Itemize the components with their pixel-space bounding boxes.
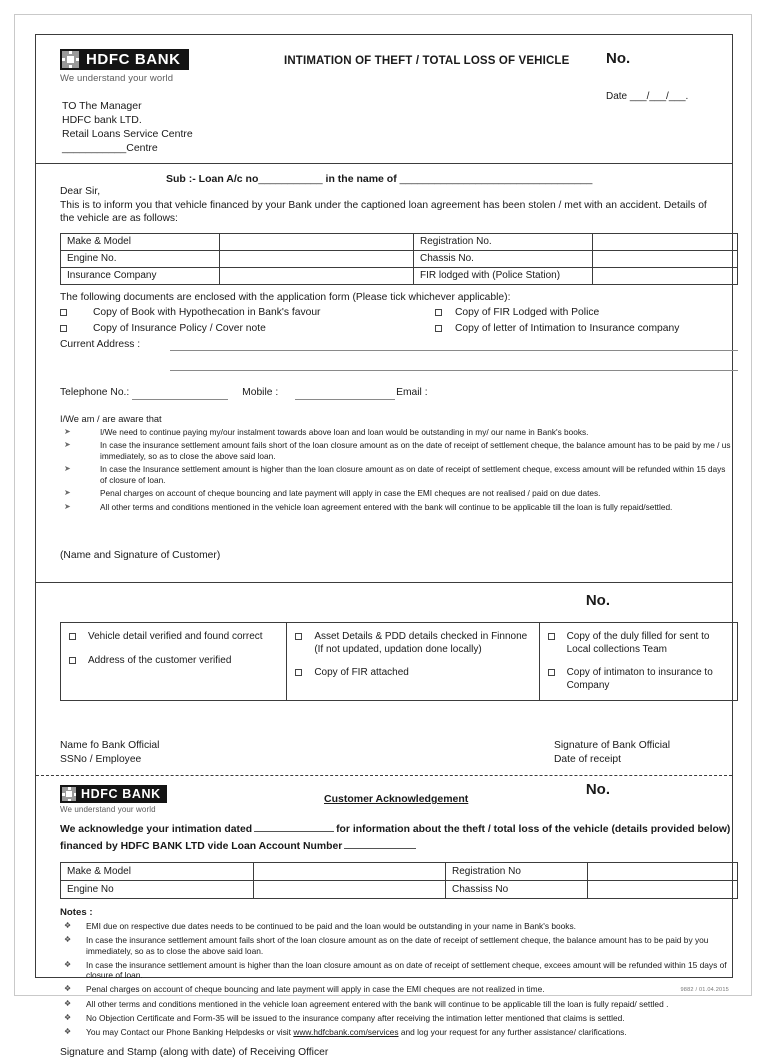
hdfc-square-icon [62, 51, 79, 68]
header-no-label: No. [606, 50, 631, 67]
subject-mid-label: in the name of [325, 173, 397, 185]
cell-value-make-model[interactable] [220, 233, 414, 250]
section-divider-dashed [36, 775, 732, 776]
cell-value-engine-no[interactable] [220, 250, 414, 267]
checkbox-icon[interactable] [60, 309, 67, 316]
subject-account-blank[interactable]: ___________ [258, 173, 323, 185]
bank-official-signature-label: Signature of Bank Official [554, 740, 671, 751]
diamond-bullet-icon: ❖ [64, 984, 72, 994]
list-item [60, 440, 738, 461]
cell-label-registration-no: Registration No. [414, 233, 593, 250]
mobile-label: Mobile : [242, 386, 279, 398]
note-text: Penal charges on account of cheque bouncing and late payment will apply in case the EMI cheques are not realized in time. [86, 984, 545, 995]
documents-title: The following documents are enclosed with the application form (Please tick whichever applicable): [60, 291, 511, 303]
brand-tagline: We understand your world [60, 73, 174, 84]
section-intimation [36, 164, 732, 561]
checkbox-icon[interactable] [435, 325, 442, 332]
checkbox-icon[interactable] [295, 633, 302, 640]
arrow-bullet-icon: ➤ [64, 426, 71, 436]
subject-line [36, 164, 732, 185]
brand-tagline: We understand your world [60, 805, 156, 815]
ack-text-part2: for information about the theft / total loss of the vehicle (details provided below) financed by HDFC BANK LTD vide Loan Account Number [60, 824, 731, 852]
arrow-bullet-icon: ➤ [64, 464, 71, 473]
cell-value-insurance-company[interactable] [220, 267, 414, 284]
section3-no-label: No. [585, 781, 610, 798]
checkbox-icon[interactable] [548, 633, 555, 640]
diamond-bullet-icon: ❖ [64, 1026, 72, 1036]
ack-text-part1: We acknowledge your intimation dated [60, 824, 253, 835]
note-contact-text [86, 1027, 740, 1038]
checkbox-icon[interactable] [435, 309, 442, 316]
addressee-block [62, 99, 193, 155]
verification-column-2 [287, 623, 539, 700]
table-row [61, 267, 738, 284]
note-contact-pre: You may Contact our Phone Banking Helpdesks or visit [86, 1026, 294, 1037]
aware-point-text: In case the insurance settlement amount fails short of the loan closure amount as on the date of receipt of settlement cheque, the balance amount has to be paid by me / us immediately, so as to close the above said loan. [100, 440, 731, 461]
cell-value-engine-no[interactable] [254, 881, 446, 899]
checkbox-label: Copy of letter of Intimation to Insurance company [455, 322, 680, 334]
note-text: In case the insurance settlement amount fails short of the loan closure amount as on the date of receipt of settlement cheque, the balance amount has to be paid by you immediately, so as to close the above said loan. [86, 935, 709, 956]
checkbox-icon[interactable] [548, 669, 555, 676]
form-header [36, 35, 732, 164]
checkbox-icon[interactable] [69, 633, 76, 640]
salutation: Dear Sir, [60, 186, 101, 197]
acknowledgement-paragraph [60, 821, 740, 855]
note-text: All other terms and conditions mentioned in the vehicle loan agreement entered with the bank will continue to be applicable till the loan is fully repaid/ settled . [86, 998, 669, 1009]
hdfc-logo-acknowledgement [60, 785, 167, 814]
addressee-line-1: TO The Manager [62, 100, 142, 112]
bank-official-signature-block [554, 739, 670, 767]
notes-title: Notes : [60, 907, 93, 918]
list-item [60, 427, 738, 438]
cell-label-registration-no: Registration No [446, 863, 588, 881]
checkbox-item-letter-intimation[interactable] [435, 323, 735, 334]
list-item [60, 960, 740, 981]
list-item-contact [60, 1027, 740, 1038]
diamond-bullet-icon: ❖ [64, 935, 72, 945]
ack-loan-account-blank[interactable] [344, 848, 416, 849]
mobile-input-rule[interactable] [295, 399, 395, 400]
cell-value-make-model[interactable] [254, 863, 446, 881]
verification-column-3 [540, 623, 737, 700]
addressee-centre-field[interactable]: ___________Centre [62, 142, 158, 154]
checkbox-item-copy-intimation-insurance[interactable] [548, 667, 731, 692]
cell-value-chassis-no[interactable] [593, 250, 738, 267]
hdfc-square-icon [62, 787, 76, 801]
checkbox-label: Vehicle detail verified and found correct [88, 631, 263, 642]
note-text: EMI due on respective due dates needs to be continued to be paid and the loan would be outstanding in your name in Bank's books. [86, 921, 577, 931]
checkbox-label: Asset Details & PDD details checked in Finnone (If not updated, updation done locally) [314, 631, 528, 655]
aware-point-text: All other terms and conditions mentioned in the vehicle loan agreement entered with the bank will continue to be applicable till the loan is fully repaid/settled. [100, 501, 673, 512]
page-outer-border [14, 14, 752, 1058]
checkbox-icon[interactable] [295, 669, 302, 676]
aware-title: I/We am / are aware that [60, 413, 162, 424]
arrow-bullet-icon: ➤ [64, 501, 71, 511]
diamond-bullet-icon: ❖ [64, 959, 72, 969]
telephone-input-rule[interactable] [132, 399, 228, 400]
verification-column-1 [61, 623, 287, 700]
cell-label-insurance-company: Insurance Company [61, 267, 220, 284]
list-item [60, 488, 738, 499]
list-item [60, 502, 738, 513]
checkbox-label: Copy of Insurance Policy / Cover note [93, 322, 266, 334]
aware-point-text: In case the Insurance settlement amount is higher than the loan closure amount as on date of receipt of settlement cheque, excess amount will be refunded within 15 days of closure of loan. [100, 464, 726, 485]
addressee-line-3: Retail Loans Service Centre [62, 128, 193, 140]
cell-label-chassis-no: Chassis No. [414, 250, 593, 267]
addressee-line-2: HDFC bank LTD. [62, 114, 142, 126]
list-item [60, 999, 740, 1010]
checkbox-item-copy-duly-filled-collections[interactable] [548, 631, 731, 656]
current-address-label: Current Address : [60, 338, 141, 350]
contact-row [60, 387, 738, 398]
list-item [60, 464, 738, 485]
table-row [61, 233, 738, 250]
cell-label-make-model: Make & Model [61, 863, 254, 881]
arrow-bullet-icon: ➤ [64, 488, 71, 497]
checkbox-item-fir-police[interactable] [435, 307, 735, 318]
bank-official-name-label: Name fo Bank Official [60, 740, 160, 751]
form-code-footer: 9882 / 01.04.2015 [680, 987, 729, 993]
diamond-bullet-icon: ❖ [64, 921, 72, 930]
current-address-field[interactable] [60, 339, 738, 373]
checkbox-icon[interactable] [60, 325, 67, 332]
checkbox-label: Copy of intimaton to insurance to Company [566, 667, 713, 691]
list-item [60, 984, 740, 995]
checkbox-row [60, 323, 738, 334]
receiving-officer-label: Signature and Stamp (along with date) of Receiving Officer [60, 1047, 329, 1058]
notes-list [60, 921, 740, 1041]
current-address-rule-1[interactable] [170, 350, 738, 351]
checkbox-item-vehicle-detail-verified[interactable] [69, 631, 280, 644]
hdfcbank-services-link[interactable]: www.hdfcbank.com/services [293, 1026, 399, 1037]
acknowledgement-title: Customer Acknowledgement [324, 793, 469, 805]
cell-label-chassiss-no: Chassiss No [446, 881, 588, 899]
cell-label-engine-no: Engine No [61, 881, 254, 899]
aware-point-text: Penal charges on account of cheque bouncing and late payment will apply in case the EMI cheques are not realised / paid on due dates. [100, 488, 601, 498]
cell-value-chassiss-no[interactable] [588, 881, 738, 899]
diamond-bullet-icon: ❖ [64, 1012, 72, 1022]
bank-official-ssno-label: SSNo / Employee [60, 754, 142, 765]
customer-signature-label: (Name and Signature of Customer) [60, 550, 221, 561]
note-text: No Objection Certificate and Form-35 will be issued to the insurance company after receiving the intimation letter mentioned that claims is settled. [86, 1012, 625, 1023]
intro-paragraph: This is to inform you that vehicle financed by your Bank under the captioned loan agreement has been stolen / met with an accident. Details of the vehicle are as follows: [60, 199, 707, 224]
cell-label-engine-no: Engine No. [61, 250, 220, 267]
checkbox-item-copy-fir-attached[interactable] [295, 667, 532, 680]
section-divider-solid [36, 582, 732, 583]
checkbox-label: Address of the customer verified [88, 654, 232, 666]
documents-checkbox-grid [60, 307, 738, 334]
section2-no-label: No. [585, 592, 610, 609]
logo-bar [60, 785, 167, 803]
list-item [60, 921, 740, 932]
checkbox-label: Copy of Book with Hypothecation in Bank's favour [93, 306, 321, 318]
acknowledgement-vehicle-table [60, 862, 738, 899]
table-row [61, 881, 738, 899]
aware-points-list [60, 427, 738, 513]
page-title: INTIMATION OF THEFT / TOTAL LOSS OF VEHICLE [284, 55, 570, 67]
checkbox-label: Copy of FIR Lodged with Police [455, 306, 600, 318]
checkbox-item-book-hypothecation[interactable] [60, 307, 435, 318]
table-row [61, 863, 738, 881]
note-contact-post: and log your request for any further assistance/ clarifications. [398, 1026, 627, 1037]
checkbox-label: Copy of FIR attached [314, 667, 409, 678]
cell-label-make-model: Make & Model [61, 233, 220, 250]
verification-checklist [60, 622, 738, 701]
subject-label: Sub :- Loan A/c no [166, 173, 259, 185]
header-date-field[interactable]: Date ___/___/___. [606, 91, 689, 102]
cell-value-registration-no[interactable] [593, 233, 738, 250]
brand-name: HDFC BANK [86, 51, 181, 68]
list-item [60, 935, 740, 956]
note-text: In case the insurance settlement amount is higher than the loan closure amount as on date of receipt of settlement cheque, excees amount will be refunded within 15 days of closure of loan. [86, 959, 727, 981]
email-label: Email : [396, 386, 428, 398]
current-address-rule-2[interactable] [170, 370, 738, 371]
checkbox-label: Copy of the duly filled for sent to Local collections Team [566, 631, 710, 655]
table-row [61, 250, 738, 267]
subject-name-blank[interactable]: _________________________________ [399, 173, 593, 185]
arrow-bullet-icon: ➤ [64, 440, 71, 449]
checkbox-item-insurance-policy[interactable] [60, 323, 435, 334]
telephone-label: Telephone No.: [60, 386, 130, 398]
diamond-bullet-icon: ❖ [64, 998, 72, 1008]
cell-value-registration-no[interactable] [588, 863, 738, 881]
ack-date-blank[interactable] [254, 831, 334, 832]
brand-name: HDFC BANK [81, 787, 161, 801]
checkbox-item-asset-pdd-finnone[interactable] [295, 631, 532, 656]
bank-official-name-block [60, 739, 159, 767]
list-item [60, 1013, 740, 1024]
checkbox-item-address-verified[interactable] [69, 655, 280, 668]
hdfc-logo-header [60, 49, 189, 84]
logo-bar [60, 49, 189, 70]
aware-point-text: I/We need to continue paying my/our instalment towards above loan and loan would be outstanding in my/ our name in Bank's books. [100, 426, 589, 437]
cell-label-fir-lodged: FIR lodged with (Police Station) [414, 267, 593, 284]
checkbox-icon[interactable] [69, 657, 76, 664]
checkbox-row [60, 307, 738, 318]
vehicle-details-table [60, 233, 738, 285]
cell-value-fir-lodged[interactable] [593, 267, 738, 284]
date-of-receipt-label: Date of receipt [554, 754, 621, 765]
